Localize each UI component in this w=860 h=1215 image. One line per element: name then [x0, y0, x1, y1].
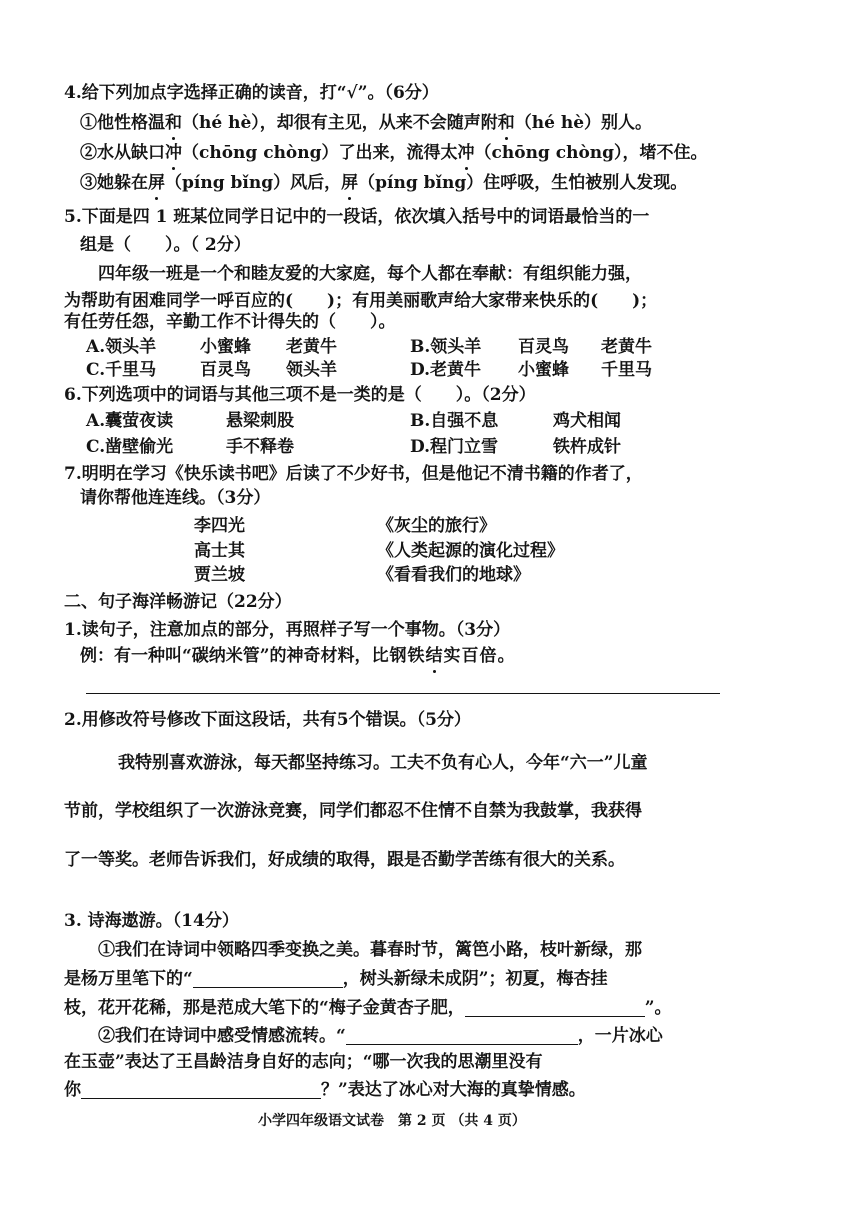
- page-footer: 小学四年级语文试卷 第 2 页 （共 4 页）: [258, 1113, 526, 1129]
- q7-author-1[interactable]: 李四光: [194, 516, 245, 536]
- section-2-title: 二、句子海洋畅游记（22分）: [64, 592, 292, 612]
- q5-passage-line-2: 为帮助有困难同学一呼百应的( )；有用美丽歌声给大家带来快乐的( )；: [64, 291, 658, 311]
- s2-q3-line-2-text-b: ，树头新绿未成阴”；初夏，梅杏挂: [342, 969, 608, 989]
- s2-q3-line-4-text-b: ，一片冰心: [577, 1026, 663, 1046]
- q4-line-2: [80, 142, 708, 164]
- s2-q1-answer-line[interactable]: [86, 693, 720, 694]
- q5-option-b-3: 老黄牛: [601, 337, 652, 357]
- q6-option-a-2: 悬梁刺股: [226, 411, 294, 431]
- q4-l2-dotted-char-2: 冲: [457, 143, 475, 163]
- q6-option-b-2: 鸡犬相闻: [553, 411, 621, 431]
- s2-q3-line-3-text-b: ”。: [644, 998, 672, 1018]
- q4-l1-text-e: （hé hè）别人。: [514, 113, 653, 133]
- q7-title-line-1: 7.明明在学习《快乐读书吧》后读了不少好书，但是他记不清书籍的作者了，: [64, 464, 643, 484]
- s2-q2-title: 2.用修改符号修改下面这段话，共有5个错误。（5分）: [64, 710, 471, 730]
- q5-option-a-2: 小蜜蜂: [200, 337, 251, 357]
- q5-option-c-2: 百灵鸟: [200, 360, 251, 380]
- q5-title-line-1: 5.下面是四 1 班某位同学日记中的一段话，依次填入括号中的词语最恰当的一: [64, 207, 650, 227]
- q6-option-c-2: 手不释卷: [226, 437, 294, 457]
- q4-l2-text-c: （chōng chòng）了出来，流得太: [182, 143, 458, 163]
- s2-q3-line-3-text-a: 枝，花开花稀，那是范成大笔下的“梅子金黄杏子肥，: [64, 998, 465, 1018]
- s2-q3-line-2: [64, 968, 608, 990]
- s2-q1-title: 1.读句子，注意加点的部分，再照样子写一个事物。（3分）: [64, 620, 511, 640]
- q5-option-b-2: 百灵鸟: [518, 337, 569, 357]
- q5-option-a-3: 老黄牛: [286, 337, 337, 357]
- s2-q1-example: [80, 645, 515, 667]
- q6-option-a-1: A.囊萤夜读: [86, 411, 174, 431]
- s2-q3-line-4-text-a: ②我们在诗词中感受情感流转。“: [98, 1026, 346, 1046]
- q5-option-d-1: D.老黄牛: [410, 360, 482, 380]
- q4-l3-text-e: （píng bǐng）住呼吸，生怕被别人发现。: [358, 173, 688, 193]
- q4-l3-dotted-char-1: 屏: [148, 173, 165, 193]
- q7-book-1[interactable]: 《灰尘的旅行》: [377, 516, 496, 536]
- q6-option-d-2: 铁杵成针: [553, 437, 621, 457]
- q4-title: 4.给下列加点字选择正确的读音，打“√”。（6分）: [64, 83, 439, 103]
- q4-l2-text-a: ②水从缺口: [80, 143, 165, 163]
- q7-book-3[interactable]: 《看看我们的地球》: [377, 565, 530, 585]
- s2-q3-line-5: 在玉壶”表达了王昌龄洁身自好的志向；“哪一次我的思潮里没有: [64, 1052, 543, 1072]
- s2-q2-passage-line-2: 节前，学校组织了一次游泳竞赛，同学们都忍不住情不自禁为我鼓掌，我获得: [64, 801, 642, 821]
- q6-option-d-1: D.程门立雪: [410, 437, 499, 457]
- q7-title-line-2: 请你帮他连连线。（3分）: [80, 488, 271, 508]
- q4-l1-dotted-char-2: 和: [497, 113, 515, 133]
- s2-q3-blank-2[interactable]: [465, 998, 645, 1017]
- q4-l3-text-a: ③她躲在: [80, 173, 148, 193]
- q4-l1-dotted-char-1: 和: [165, 113, 182, 133]
- s2-q3-line-2-text-a: 是杨万里笔下的“: [64, 969, 193, 989]
- s2-q2-passage-line-1: 我特别喜欢游泳，每天都坚持练习。工夫不负有心人，今年“六一”儿童: [118, 753, 648, 773]
- q5-passage-line-1: 四年级一班是一个和睦友爱的大家庭，每个人都在奉献：有组织能力强，: [98, 264, 642, 284]
- q7-author-3[interactable]: 贾兰坡: [194, 565, 245, 585]
- q4-l3-dotted-char-2: 屏: [341, 173, 359, 193]
- q5-option-d-3: 千里马: [601, 360, 652, 380]
- q4-line-1: [80, 112, 652, 134]
- s2-q3-blank-4[interactable]: [81, 1080, 321, 1099]
- q5-option-c-3: 领头羊: [286, 360, 337, 380]
- q4-line-3: [80, 172, 687, 194]
- s2-q3-line-6-text-a: 你: [64, 1080, 81, 1100]
- s2-q2-passage-line-3: 了一等奖。老师告诉我们，好成绩的取得，跟是否勤学苦练有很大的关系。: [64, 850, 625, 870]
- s2-q3-blank-1[interactable]: [193, 969, 343, 988]
- q5-option-b-1: B.领头羊: [410, 337, 482, 357]
- s2-q3-line-1: ①我们在诗词中领略四季变换之美。暮春时节，篱笆小路，枝叶新绿，那: [98, 940, 642, 960]
- s2-q3-title: 3. 诗海遨游。（14分）: [64, 911, 239, 931]
- q5-option-d-2: 小蜜蜂: [518, 360, 569, 380]
- s2-q3-line-3: [64, 997, 672, 1019]
- q5-passage-line-3: 有任劳任怨，辛勤工作不计得失的（ ）。: [64, 312, 396, 332]
- s2-q3-line-6: [64, 1079, 586, 1101]
- s2-q1-example-end: 。: [497, 646, 515, 666]
- s2-q3-blank-3[interactable]: [346, 1026, 578, 1045]
- s2-q1-example-text: 例：有一种叫“碳纳米管”的神奇材料，: [80, 646, 372, 666]
- q4-l1-text-c: （hé hè），却很有主见，从来不会随声附: [182, 113, 498, 133]
- q4-l2-text-e: （chōng chòng），堵不住。: [474, 143, 708, 163]
- q7-author-2[interactable]: 高士其: [194, 541, 245, 561]
- s2-q1-example-dotted: 比钢铁结实百倍: [371, 646, 498, 666]
- q4-l1-text-a: ①他性格温: [80, 113, 165, 133]
- s2-q3-line-6-text-b: ？”表达了冰心对大海的真挚情感。: [321, 1080, 586, 1100]
- q4-l2-dotted-char-1: 冲: [165, 143, 182, 163]
- q6-title: 6.下列选项中的词语与其他三项不是一类的是（ ）。（2分）: [64, 385, 536, 405]
- q5-option-a-1: A.领头羊: [86, 337, 157, 357]
- q6-option-c-1: C.凿壁偷光: [86, 437, 174, 457]
- q6-option-b-1: B.自强不息: [410, 411, 499, 431]
- q7-book-2[interactable]: 《人类起源的演化过程》: [377, 541, 564, 561]
- q4-l3-text-c: （píng bǐng）风后，: [165, 173, 342, 193]
- q5-option-c-1: C.千里马: [86, 360, 157, 380]
- s2-q3-line-4: [98, 1025, 663, 1047]
- q5-title-line-2: 组是（ ）。（ 2分）: [80, 235, 251, 255]
